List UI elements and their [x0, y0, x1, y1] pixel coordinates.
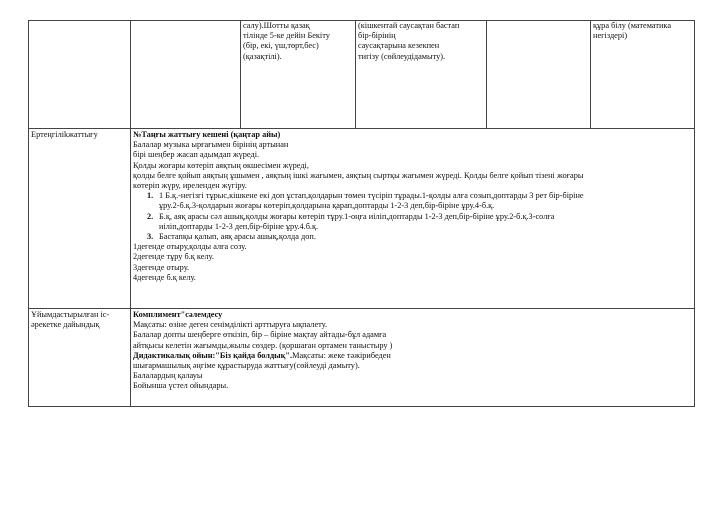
table-border-left	[28, 20, 29, 407]
paragraph-line: Қолды жоғары көтеріп аяқтың өкшесімен жүреді,	[133, 160, 309, 170]
cell-text-line: (қазақтілі).	[243, 51, 282, 61]
table-row-divider	[28, 308, 695, 309]
list-item-line: иіліп,доптарды 1-2-3 деп,бір-біріне ұру.4.б.қ.	[159, 221, 319, 231]
table-border-bottom	[28, 406, 695, 407]
table-column-divider	[486, 20, 487, 129]
paragraph-line: Балалар музыка ырғағымен бірінің артынан	[133, 140, 289, 150]
paragraph-line: шығармашылық әңгіме құрастыруда жаттығу(сөйлеуді дамыту).	[133, 361, 360, 371]
row1-cell-col6	[593, 21, 694, 127]
cell-text-line: салу).Шотты қазақ	[243, 21, 310, 30]
paragraph-line: 1дегенде отыру,қолды алға созу.	[133, 242, 247, 252]
cell-text-line: (кішкентай саусақтан бастап	[358, 21, 460, 30]
paragraph-line: қолды белге қойып аяқтың ұшымен , аяқтың ішкі жағымен, аяқтың сыртқы жағымен жүреді. Қолды белге қойып тізені жоғары	[133, 170, 584, 180]
table-column-divider	[240, 20, 241, 129]
paragraph-line: Балалардың қалауы	[133, 371, 203, 381]
table-column-divider	[355, 20, 356, 129]
cell-text-line: саусақтарына кезекпен	[358, 41, 440, 51]
paragraph-line: Балалар допты шеңберге өткізіп, бір – біріне мақтау айтады-бұл адамға	[133, 330, 387, 340]
list-item	[147, 232, 693, 242]
paragraph-line: бірі шеңбер жасап адымдап жүреді.	[133, 150, 260, 160]
paragraph-line: Мақсаты: өзіне деген сенімділікті арттыруға ықпалету.	[133, 320, 328, 330]
list-item-line: 1 Б.қ.-негізгі тұрыс,кішкене екі доп ұстап,қолдарын төмен түсіріп тұрады.1-қолды алға созып,доптарды 3 рет бір-біріне	[159, 191, 584, 201]
table-column-divider	[130, 20, 131, 407]
row3-content	[133, 310, 693, 405]
list-number: 1.	[147, 191, 154, 201]
paragraph-line: 4дегенде б.қ келу.	[133, 272, 196, 282]
table-border-right	[694, 20, 695, 407]
list-number: 2.	[147, 211, 154, 221]
list-item-line: ұру.2-б.қ.3-қолдарын жоғары көтеріп,қолдарына қарап,доптарды 1-2-3 деп,бір-біріне ұру.4-б.қ.	[159, 201, 495, 211]
cell-text-line: тигізу (сөйлеудідамыту).	[358, 51, 446, 61]
row2-label	[31, 130, 129, 150]
game-goal: Мақсаты: жеке тәжірибеден	[292, 350, 391, 360]
cell-text-line: тілінде 5-ке дейін Бекіту	[243, 31, 330, 41]
section-heading: Комплимент"сәлемдесу	[133, 310, 223, 319]
paragraph-line: Бойынша үстел ойындары.	[133, 381, 229, 391]
list-item-line: Бастапқы қалып, аяқ арасы ашық,қолда доп.	[159, 232, 316, 242]
paragraph-line: 3дегенде отыру.	[133, 262, 190, 272]
table-column-divider	[590, 20, 591, 129]
cell-text-line: (бір, екі, үш,төрт,бес)	[243, 41, 319, 51]
list-number: 3.	[147, 232, 154, 242]
row-label-text: Ертеңгіліkжаттығу	[31, 130, 98, 139]
game-title: Дидактикалық ойын:"Біз қайда болдық".	[133, 350, 293, 360]
list-item	[147, 191, 693, 211]
cell-text-line: бір-бірінің	[358, 31, 396, 41]
row2-content	[133, 130, 693, 306]
section-heading: №Таңғы жаттығу кешені (қаңтар айы)	[133, 130, 281, 139]
numbered-list	[147, 191, 693, 242]
row1-cell-col3	[243, 21, 355, 127]
paragraph-line	[133, 351, 693, 361]
paragraph-line: айтқысы келетін жағымды,жылы сөздер. (қоршаған ортамен таныстыру )	[133, 340, 393, 350]
paragraph-line: көтеріп жүру, иреленден жүгіру.	[133, 181, 247, 191]
table-row-divider	[28, 128, 695, 129]
cell-text-line: құра білу (математика	[593, 21, 672, 30]
cell-text-line: негіздері)	[593, 31, 628, 41]
row-label-text: әрекетке дайындық	[31, 320, 100, 330]
row-label-text: Ұйымдастырылған іс-	[31, 310, 110, 319]
row1-cell-col4	[358, 21, 486, 127]
list-item-line: Б.қ, аяқ арасы сәл ашық,қолды жоғары көтеріп тұру.1-оңға иіліп,доптарды 1-2-3 деп,бір-біріне ұру.2-б.қ.3-солға	[159, 211, 555, 221]
paragraph-line: 2дегенде тұру б.қ келу.	[133, 252, 214, 262]
row3-label	[31, 310, 129, 340]
list-item	[147, 212, 693, 232]
